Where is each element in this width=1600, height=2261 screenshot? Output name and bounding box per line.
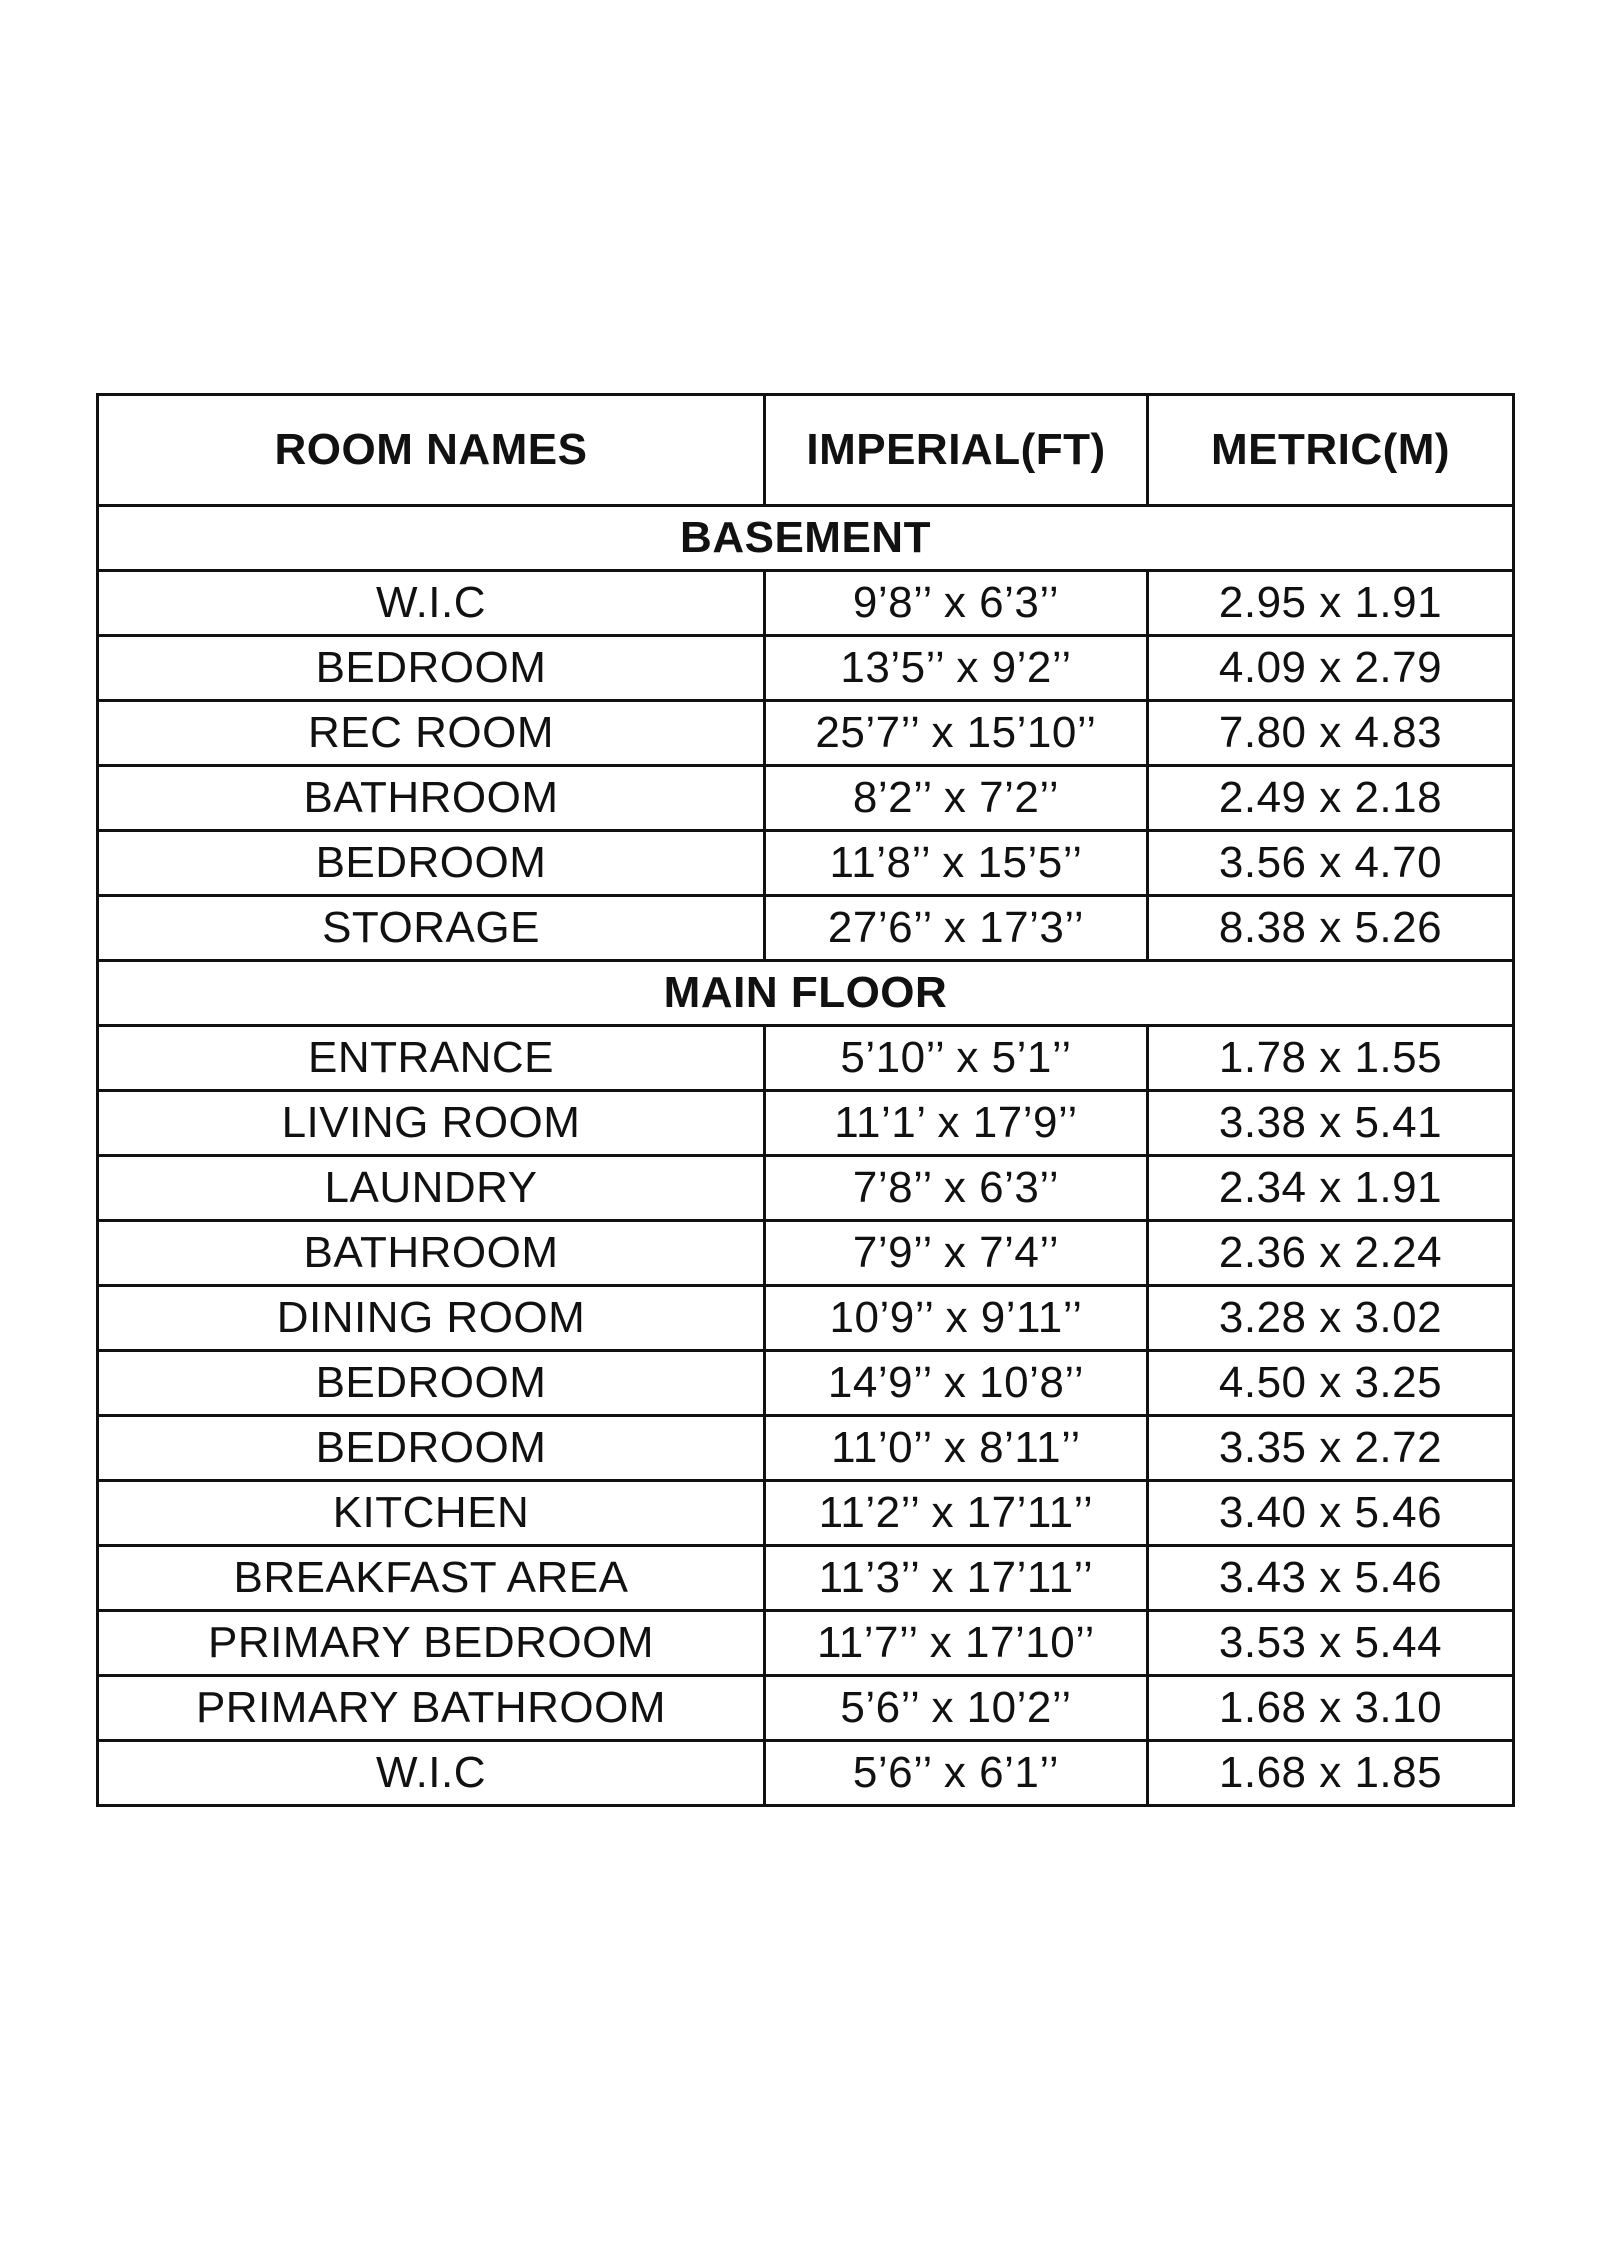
table-row <box>98 1351 1514 1416</box>
room-name-cell: DINING ROOM <box>98 1286 765 1351</box>
table-row <box>98 1481 1514 1546</box>
room-name-cell: BEDROOM <box>98 1416 765 1481</box>
table-body <box>98 506 1514 1806</box>
metric-cell: 2.36 x 2.24 <box>1148 1221 1514 1286</box>
metric-cell: 2.49 x 2.18 <box>1148 766 1514 831</box>
table-row <box>98 1611 1514 1676</box>
imperial-cell: 7’9’’ x 7’4’’ <box>765 1221 1148 1286</box>
metric-cell: 1.78 x 1.55 <box>1148 1026 1514 1091</box>
imperial-cell: 11’0’’ x 8’11’’ <box>765 1416 1148 1481</box>
imperial-cell: 13’5’’ x 9’2’’ <box>765 636 1148 701</box>
metric-cell: 2.95 x 1.91 <box>1148 571 1514 636</box>
imperial-cell: 9’8’’ x 6’3’’ <box>765 571 1148 636</box>
room-name-cell: KITCHEN <box>98 1481 765 1546</box>
table-row <box>98 636 1514 701</box>
room-name-cell: PRIMARY BEDROOM <box>98 1611 765 1676</box>
imperial-cell: 27’6’’ x 17’3’’ <box>765 896 1148 961</box>
room-name-cell: BEDROOM <box>98 636 765 701</box>
metric-cell: 3.28 x 3.02 <box>1148 1286 1514 1351</box>
imperial-cell: 5’10’’ x 5’1’’ <box>765 1026 1148 1091</box>
room-name-cell: ENTRANCE <box>98 1026 765 1091</box>
table-row <box>98 896 1514 961</box>
section-title: BASEMENT <box>98 506 1514 571</box>
table-row <box>98 831 1514 896</box>
table-row <box>98 571 1514 636</box>
table-row <box>98 1091 1514 1156</box>
metric-cell: 3.38 x 5.41 <box>1148 1091 1514 1156</box>
header-imperial: IMPERIAL(FT) <box>765 395 1148 506</box>
metric-cell: 2.34 x 1.91 <box>1148 1156 1514 1221</box>
imperial-cell: 11’3’’ x 17’11’’ <box>765 1546 1148 1611</box>
imperial-cell: 5’6’’ x 6’1’’ <box>765 1741 1148 1806</box>
room-name-cell: W.I.C <box>98 1741 765 1806</box>
imperial-cell: 8’2’’ x 7’2’’ <box>765 766 1148 831</box>
room-name-cell: STORAGE <box>98 896 765 961</box>
table-row <box>98 1676 1514 1741</box>
imperial-cell: 10’9’’ x 9’11’’ <box>765 1286 1148 1351</box>
imperial-cell: 14’9’’ x 10’8’’ <box>765 1351 1148 1416</box>
table-row <box>98 766 1514 831</box>
metric-cell: 4.09 x 2.79 <box>1148 636 1514 701</box>
header-metric: METRIC(M) <box>1148 395 1514 506</box>
room-name-cell: BREAKFAST AREA <box>98 1546 765 1611</box>
metric-cell: 4.50 x 3.25 <box>1148 1351 1514 1416</box>
section-row <box>98 961 1514 1026</box>
imperial-cell: 7’8’’ x 6’3’’ <box>765 1156 1148 1221</box>
imperial-cell: 11’7’’ x 17’10’’ <box>765 1611 1148 1676</box>
table-row <box>98 1546 1514 1611</box>
metric-cell: 1.68 x 1.85 <box>1148 1741 1514 1806</box>
metric-cell: 7.80 x 4.83 <box>1148 701 1514 766</box>
table-row <box>98 701 1514 766</box>
imperial-cell: 25’7’’ x 15’10’’ <box>765 701 1148 766</box>
room-name-cell: PRIMARY BATHROOM <box>98 1676 765 1741</box>
metric-cell: 3.56 x 4.70 <box>1148 831 1514 896</box>
table-row <box>98 1741 1514 1806</box>
metric-cell: 3.53 x 5.44 <box>1148 1611 1514 1676</box>
section-title: MAIN FLOOR <box>98 961 1514 1026</box>
room-dimensions-table-container <box>96 393 1512 1807</box>
metric-cell: 8.38 x 5.26 <box>1148 896 1514 961</box>
metric-cell: 3.35 x 2.72 <box>1148 1416 1514 1481</box>
room-name-cell: W.I.C <box>98 571 765 636</box>
section-row <box>98 506 1514 571</box>
room-name-cell: LAUNDRY <box>98 1156 765 1221</box>
imperial-cell: 5’6’’ x 10’2’’ <box>765 1676 1148 1741</box>
metric-cell: 3.43 x 5.46 <box>1148 1546 1514 1611</box>
metric-cell: 3.40 x 5.46 <box>1148 1481 1514 1546</box>
imperial-cell: 11’2’’ x 17’11’’ <box>765 1481 1148 1546</box>
header-room-names: ROOM NAMES <box>98 395 765 506</box>
room-dimensions-table <box>96 393 1515 1807</box>
room-name-cell: LIVING ROOM <box>98 1091 765 1156</box>
imperial-cell: 11’8’’ x 15’5’’ <box>765 831 1148 896</box>
room-name-cell: BATHROOM <box>98 1221 765 1286</box>
table-row <box>98 1026 1514 1091</box>
room-name-cell: BEDROOM <box>98 831 765 896</box>
metric-cell: 1.68 x 3.10 <box>1148 1676 1514 1741</box>
room-name-cell: REC ROOM <box>98 701 765 766</box>
room-name-cell: BATHROOM <box>98 766 765 831</box>
table-row <box>98 1286 1514 1351</box>
header-row <box>98 395 1514 506</box>
table-row <box>98 1416 1514 1481</box>
room-name-cell: BEDROOM <box>98 1351 765 1416</box>
imperial-cell: 11’1’ x 17’9’’ <box>765 1091 1148 1156</box>
table-row <box>98 1156 1514 1221</box>
table-row <box>98 1221 1514 1286</box>
